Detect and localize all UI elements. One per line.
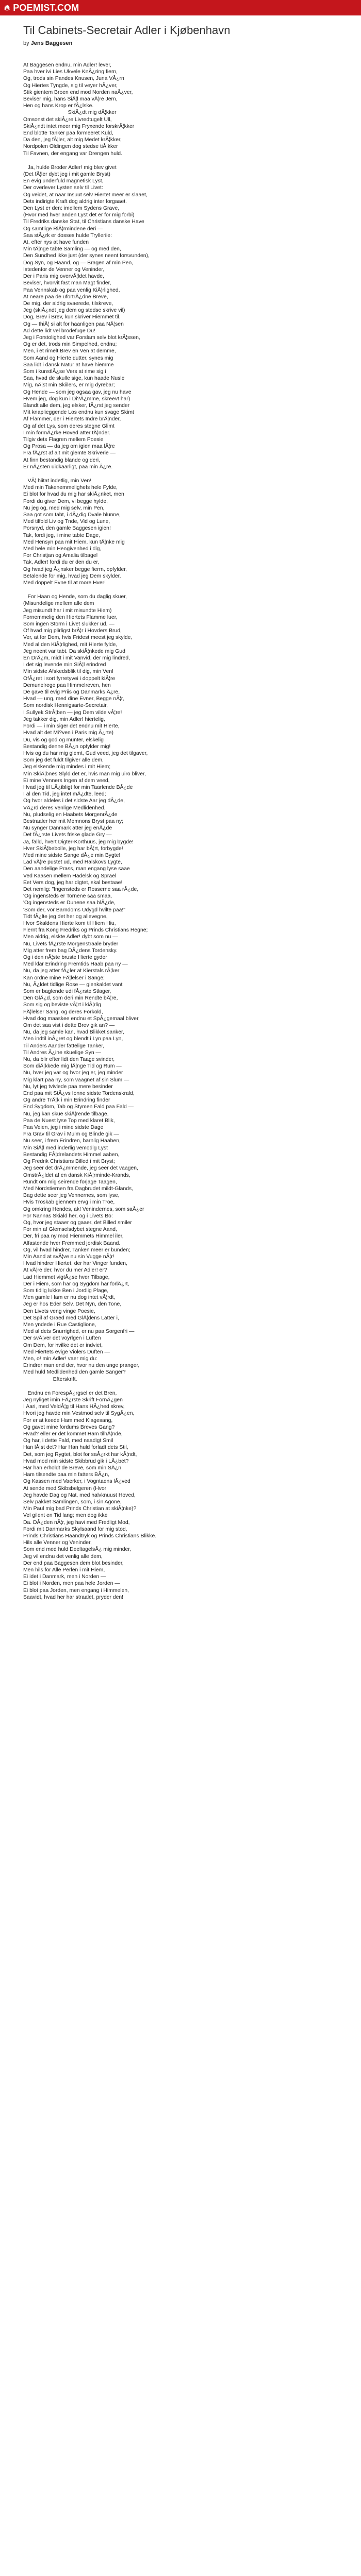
poem-container [23, 23, 343, 1601]
poem-body [23, 62, 343, 1601]
flame-icon: 🔥︎ [4, 3, 10, 12]
site-logo-text: POEMIST.COM [13, 2, 79, 13]
poem-stanza: Endnu en ForespÂ¿rgsel er det Bren, Jeg nyliget imin FÂ¿rste Skrift FornÂ¿gen I Aari, med VeldÂ¦g til Hans HÂ¿hed skrev, Hvori jeg havde min Vestmod selv til SygÂ¿en, For er at keede Ham med Klagesang, Og gavet mine fordums Breves Gang? Hvad? eller er det kommet Ham tilhÂ¦nde, Og har, i dette Fald, med naadigt Smil Han lÂ¦st det? Har Han huld forladt dets Stil, Det, som jeg Rygtet, blot for saÂ¿rkt har kÂ¦ndt, Hvad mod min sidste Skibbrud gik i LÂ¿bet? Har han erholdt de Breve, som min SÂ¿n Ham tilsendte paa min fatters BÂ¿n, Og Kassen med Vaerker, i Vogntaens lÂ¿ved At sende med Skibsbelgeren (Hvor Jeg havde Dag og Nat, med halvknuust Hoved, Selv pakket Samlingen, som, i sin Agone, Min Paul mig bad Prinds Christian at skiÂ¦nke)? Vel gilent en Tid lang; men dog ikke Da. DÂ¿den nÂ¦r, jeg havi med Fredligt Mod, Fordi mit Danmarks Skylsaand for mig stod, Prinds Christians Haandtryk og Prinds Christians Blikke. Hils alle Venner og Veninder, Som end med huld DeeltagelsÂ¿ mig minder, Jeg vil endnu det venlig alle dem, Der end paa Baggesen dem blot besinder, Men hils for Alle Perlen i mit Hiem, Ei idet i Danmark, men i Norden — Ei blot i Norden, men paa hele Jorden — Ei blot paa Jorden, men engang i Himmelen, Saavidt, hvad her har straalet, pryder den! [23, 1390, 157, 1600]
author-link[interactable]: Jens Baggesen [30, 40, 73, 46]
poem-stanza: At Baggesen endnu, min Adler! lever, Paa hver ivi Lies Ukvele KnÂ¿ring fiern, Og, trods sin Pandes Knusen, Juna VÂ¿rn Og Hiertes Tyngde, sig til veyer hÂ¿ver, Stik gientem Broen end mod Norden naÂ¿ver, Beviser mig, hans SiÂ¦l maa vÂ¦re Jern, Hen og hans Krop er fÂ¿lske. SkiÂ¿dt mig dÂ¦kker Omsonst det skiÂ¿re Livredtugelt Ull, SkiÂ¿ndt intet meer mig Fryxende forskrÂ¦kker End blotte Tanker paa formeeret Kuld, Da den, jeg fÂ¦ler, alt mig Medet krÂ¦kker, Nordpolen Oldingen dog stedse tiÂ¦kker Til Favnen, der engang var Drengen huld. [23, 62, 135, 157]
poem-stanza: VÂ¦ hiitat indetlig, min Ven! Med min Takenemmelighefs hele Fylde, Ei blot for hvad du mig har skiÂ¿nket, men Fordi du giver Dem, vi begge hylde, Nu jeg og, med mig selv, min Pen, Saa got som tabt, i dÂ¿dig Dvale blunne, Med tilfold Liv og Tnde, Vid og Lune, Porsnyd, den gamle Baggesen igien! Tak, fordi jeg, i mine tabte Dage, Med Hensyn paa mit Hiem, kun tÂ¦nke mig Med hele min Hengivenhed i dig, For Christjan og Amalia tilbage! Tak, Adler! fordi du er den du er, Og hvad jeg Â¿nsker begge fierrn, opfylder, Betalende for mig, hvad jeg Dem skylder, Med doppelt Evne til at more Hver! [23, 478, 127, 586]
site-header [0, 0, 361, 15]
poem-stanza: Ja, hulde Broder Adler! mig blev givet (Det fÂ¦ler dybt jeg i mit gamle Bryst) En evig underfuld magnetisk Lyst, Der overlever Lysten selv til Livet: Og veidet, at naar Insuut selv Hiertet meer er slaaet, Dets indirigte Kraft dog aldrig inter forgaaet. Den Lyst er den: imellem Sydens Grave, (Hvor med hver anden Lyst det er for mig forbi) Til Fredriks danske Stat, til Christians danske Have Og samtlige RiÂ¦rmindene deri — Saa stÂ¿rk er dosses hulde Trylleriie: At, efter nys at have funden Min tÂ¦nge tabte Samling — og med den, Den Sundhed ikke just (der synes neent forsvunden), Dog Syn, og Haand, og — Bragen af min Pen, Istedenfor de Venner og Veninder, Der i Paris mig overvÂ¦ldet havde, Beviser, hvorvit fast man Magt finder, Paa Vennskab og paa venlig KiÂ¦rlighed, At neare paa de ufortrÂ¿dne Breve, De mig, der aldrig svaerede, tilskreve, Jeg (skiÂ¿ndt jeg dem og stedse skrive vil) Dog, Brev i Brev, kun skriver Hiemmet til. Og — thiÂ¦ si alt for haanligen paa NÂ¦sen Ad dette lidt vel brodefuge Du! Jeg i Forstolighed var Forslam selv blot krÂ¦ssen, Og er det, trods min Simpelhed, endnu; Men, i et rimelt Brev en Ven at demme, Som Aand og Hierte dutter, synes mig Saa lidt i dansk Natur at have hiemme Som i kunstlÂ¿se Vers at rime sig i Saa, hvad de skulle sige, kun haade Nusle Mig, nÂ¦st min Skiilers, er mig dyrebar; Og Hende — som jeg ogsaa gav, jeg nu have Hvem jeg, dog kun i Di?Â¿mme, skreevt har) Blandt alle dem, jeg elsker, fÂ¿rst jeg sender Mit knaplieggende Los endnu kun svage Skimt Af Flammer, der i Hiertets Indre brÂ¦nder, Og af det Lys, som deres stegne Glimt I min formÂ¿rke Hoved atter tÂ¦nder. Tilgiv dets Flagren mellem Poesie Og Prosa — da jeg om igien maa lÂ¦re Fra fÂ¿rst af alt mit glemte Skriverie — At finn bestandig blande og deri, Er nÂ¿sten uidkaarligt, paa min Â¿re. [23, 164, 150, 470]
poem-title: Til Cabinets-Secretair Adler i Kjøbenhavn [23, 24, 231, 37]
poem-stanza: For Haan og Hende, som du daglig skuer, (Misundelige mellem alle dem Jeg misundt har i mit misundte Hiem) Fornemmelig den Hiertets Flamme luer, Som ingen Storm i Livet slukker ud. — Of hvad mig plirligst brÂ¦r i Hovders Brud, Ver, at for Dem, hvis Fridest meest jeg skylde, Med al den KiÂ¦rlighed, mit Hierte fylde, Jeg neent var tabt. Da skiÂ¦nkede mig Gud En DrÂ¿m, midt i mit Vanvid, der mig lindred, I det sig levende min SiÂ¦l erindred Min sidste Afskedsblik til dig, min Ven! OfÂ¿ret i sort fyrretyvei i doppelt kiÂ¦re Demunelrege paa Himmelreven, hen De gave til evig Priis og Danmarks Â¿re, Hvad — ung, med dine Evner, Begge nÂ¦r, Som nordisk Hennigsarte-Secretair, I Sullyek StrÂ¦ben — jeg Dem vilde vÂ¦re! Jeg takker dig, min Adler! hiertelig, Fordi — i min siger det endnu mit Hierte, Hvad alt det Mi?ven i Paris mig Â¿rte) Du, vis og god og munter, elskelig Bestandig denne BÂ¿n opfylder mig! Hvis og du har mig glemt, Gud veed, jeg det tilgaver, Som jeg det fuldt tilgiver alle dem, Jeg elskende mig mindes i mit Hiem; Min SkiÂ¦bnes Slyld det er, hvis man mig uiro bliver, Ei mine Venners Ingen af dem veed, Hvad jeg til LÂ¿ibligt for min Taarlende BÂ¿de I al den Tid, jeg intet mÂ¿dte, leed; Og hvor aldeles i det sidste Aar jeg dÂ¿de, VÂ¿rd deres venlige Medlidenhed. Nu, pludselig en Haabets MorgenrÂ¿de Bestraaler her mit Memnons Bryst paa ny; Nu synger Danmark atter jeg enÂ¿de Det fÂ¿rste Livets friske glade Gry — Ja, falld, hvert Digter-Korthuus, jeg mig bygde! Hver SkiÂ¦bebolle, jeg har bÂ¦rt, forbygde! Med mine sidste Sange dÂ¿e min Bygte! Lad vÂ¦re pustet ud, med Halskovs Lygte, Den aandelige Prass, man engang lyse saae Ved Kaasen mellem Hadelsk og Sprael Eet Vers dog, jeg har digtet, skal bestaae! Det nemlig: "Ingensteds er Rosserne saa rÂ¿de, 'Og ingensteds er Tornene saa smaa, 'Og ingensteds er Dunene saa blÂ¿de, 'Som der, vor Barndoms Udygd hvilte paa!" Tidt fÂ¿lte jeg det her og allevegne, Hvor Skaldens Hierte kom til Hiem Hiu, Fiernt fra Kong Fredriks og Prinds Christians Hegne; Men aldrig, elskte Adler! dybt som nu — Nu, Livets fÂ¿rste Morgenstraale bryder Mig atter frem bag DÂ¿dens Tordensky. Og i den nÂ¦ste bruste Hierte gyder Med klar Erindring Fremtids Haab paa ny — Nu, da jeg atter fÂ¿ler at Kierstals rÂ¦ker Kan ordne mine FÂ¦lelser i Sange; Nu, Â¿ldet tidlige Rose — gienkaldet vant Som er baglende udi fÂ¿rste Stlager, Den GlÂ¿d, som deri min Rendte bÂ¦re, Som sig og beviste vÂ¦rt i kiÂ¦rlig FÂ¦lelser Sang, og deres Forkold, Hvad dog maaskee endnu et SpÂ¿gemaal bliver, Om det saa vist i dette Brev gik an? — Nu, da jeg samle kan, hvad Blikket sanker, Men indtil inÂ¿ret og blendt i Lyn paa Lyn, Til Anders Aander fattelige Tanker, Til Andres Â¿ine skuelige Syn — Nu, da blir efter lidt den Taage svinder, Som diÂ¦kkede mig lÂ¦nge Tid og Rum — Nu, hver jeg var og hvor jeg er, jeg minder Mig klart paa ny, som vaagnet af sin Slum — Nu, lyt jeg tvivlede paa mere besinder End paa mit StÂ¿vs Ionne sidste Tordenskrald, Og andre TrÂ¦k i min Erindring finder End Sygdom, Tab og Stymen Fald paa Fald — Nu, jeg kan skue skiÂ¦rende tilbage, Paa de Nuest lyse Top med klaret Blik, Paa Veien, jeg i mine sidste Dage Fra Grav til Grav i Mulm og Blinde gik — Nu seer, i frem Erindren, barnlig Haaben, Min SiÂ¦l med inderlig vemodig Lyst Bestandig FÂ¦drelandets Himmel aaben, Og Fredrik Christians Billed i mit Bryst; Jeg seer det drÂ¿mmende, jeg seer det vaagen, OmstrÂ¿ldet af en dansk KiÂ¦rminde-Krands, Rundt om mig seirende forjage Taagen, Med Nordstiernen fra Dagbrudet mildt-Glands, Bag dette seer jeg Vennernes, som lyse, Hvis Troskab giennem ervg i min Troe, Og omkring Hendes, ak! Venindernes, som saÂ¿er For Nannas Skiald her, og i Livets Bo: Og, hvor jeg staaer og gaaer, det Billed smiler For min af Glemselsdybet stegne Aand, Der, fri paa ny mod Hiemmets Himmel iler, Alfastende hver Fremmed jordisk Baand. Og, vil hvad hindrer, Tanken meer er bunden; Min Aand at svÂ¦ve nu sin Vugge nÂ¦r! Hvad hindrer Hiertet, der har Vinger funden, At vÂ¦re der, hvor du mer Adler! er? Lad Hiemmet vigtÂ¿se hver Tilbage, Der i Hiem, som har og Sygdom har forlÂ¿rt, Som tidlig lukke Ben i Jordlig Plage, Men gamle Ham er nu dog intet vÂ¦rdt, Jeg er hos Eder Selv. Det Nyn, den Tone, Den Livets veng vinge Poesie, Det Spil af Graed med GlÂ¦dens Latter i, Men yndede i Rue Castiglione, Med al dets Snurrighed, er nu paa Sorgenfri — Der svÂ¦ver det voyrlgen i Luften Om Dem, for hvilke det er indviet, Med Hiertets evige Violers Duften — Men, o! min Adler! vaer mig du: Erindrer man end der, hvor nu den unge pranger, Med huld Medlidenhed den gamle Sanger? Efterskrift. [23, 594, 148, 1382]
site-logo[interactable] [4, 3, 79, 13]
byline-prefix: by [23, 40, 29, 46]
byline [23, 40, 343, 46]
